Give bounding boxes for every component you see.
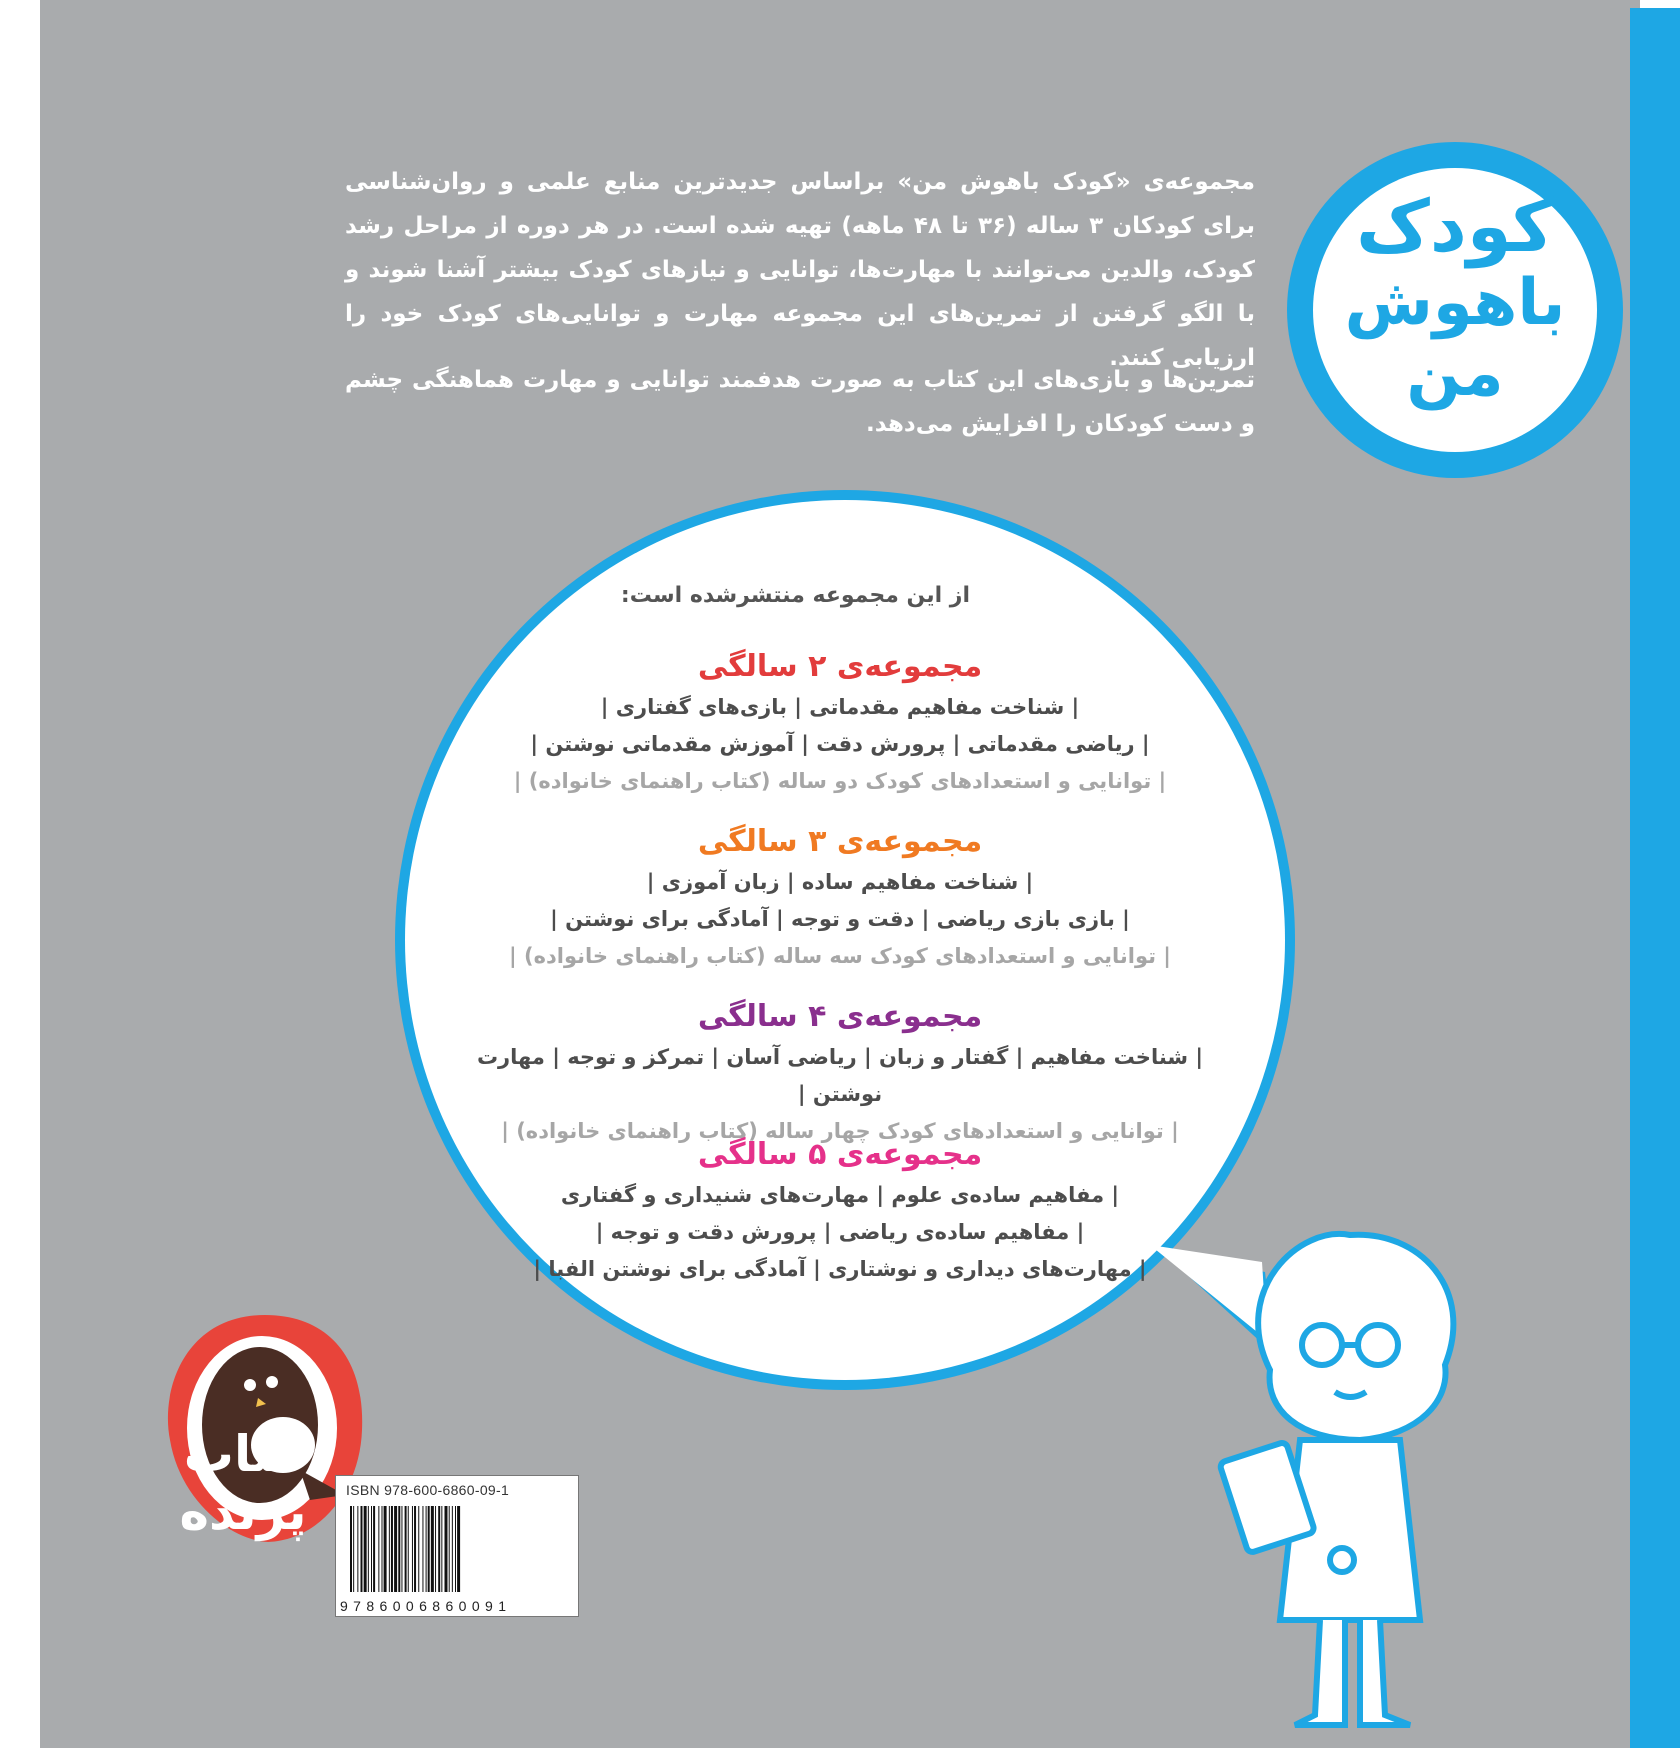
- series-5-years: [470, 1133, 1210, 1288]
- barcode-bar: [371, 1506, 372, 1592]
- barcode-bar: [382, 1506, 383, 1592]
- series-title: مجموعه‌ی ۳ سالگی: [697, 824, 983, 859]
- barcode-bar: [426, 1506, 427, 1592]
- barcode-bar: [368, 1506, 369, 1592]
- barcode-bar: [418, 1506, 419, 1592]
- barcode-bar: [373, 1506, 375, 1592]
- series-line: | مفاهیم ساده‌ی علوم | مهارت‌های شنیداری و گفتاری: [560, 1183, 1120, 1207]
- series-line: | توانایی و استعدادهای کودک چهار ساله (کتاب راهنمای خانواده) |: [501, 1119, 1179, 1143]
- series-line: | توانایی و استعدادهای کودک دو ساله (کتاب راهنمای خانواده) |: [513, 769, 1167, 793]
- intro-paragraph-1: مجموعه‌ی «کودک باهوش من» براساس جدیدترین منابع علمی و روان‌شناسی برای کودکان ۳ ساله (۳۶ تا ۴۸ ماهه) تهیه شده است. در هر دوره از مراحل رشد کودک، والدین می‌توانند با مهارت‌ها، توانایی و نیازهای کودک بیشتر آشنا شوند و با الگو گرفتن از تمرین‌های این مجموعه مهارت و توانایی‌های کودک خود را ارزیابی کنند.: [345, 169, 1256, 371]
- logo-line-3: من: [1406, 337, 1504, 411]
- barcode-bar: [408, 1506, 409, 1592]
- series-line: | شناخت مفاهیم | گفتار و زبان | ریاضی آسان | تمرکز و توجه | مهارت نوشتن |: [476, 1045, 1204, 1106]
- barcode-bars: [350, 1506, 564, 1592]
- barcode-bar: [350, 1506, 352, 1592]
- barcode-bar: [401, 1506, 402, 1592]
- barcode-bar: [391, 1506, 393, 1592]
- series-title: مجموعه‌ی ۵ سالگی: [697, 1137, 983, 1172]
- barcode-bar: [441, 1506, 442, 1592]
- isbn-digits: 9786006860091: [340, 1598, 512, 1614]
- barcode-bar: [353, 1506, 354, 1592]
- barcode-bar: [445, 1506, 448, 1592]
- barcode-bar: [452, 1506, 453, 1592]
- isbn-barcode: [335, 1475, 579, 1617]
- series-title: مجموعه‌ی ۲ سالگی: [697, 649, 983, 684]
- barcode-bar: [389, 1506, 390, 1592]
- barcode-bar: [361, 1506, 363, 1592]
- barcode-bar: [357, 1506, 358, 1592]
- publisher-line-1: کتاب: [183, 1425, 303, 1483]
- series-line: | مهارت‌های دیداری و نوشتاری | آمادگی برای نوشتن الفبا |: [533, 1257, 1147, 1281]
- series-line: | مفاهیم ساده‌ی ریاضی | پرورش دقت و توجه |: [595, 1220, 1085, 1244]
- publisher-line-2: پرنده: [179, 1483, 307, 1541]
- series-line: | شناخت مفاهیم ساده | زبان آموزی |: [646, 870, 1034, 894]
- barcode-bar: [364, 1506, 367, 1592]
- series-3-years: [470, 820, 1210, 975]
- published-label: از این مجموعه منتشرشده است:: [620, 583, 970, 608]
- barcode-bar: [405, 1506, 407, 1592]
- barcode-bar: [455, 1506, 456, 1592]
- barcode-bar: [422, 1506, 423, 1592]
- intro-paragraph-2: تمرین‌ها و بازی‌های این کتاب به صورت هدفمند توانایی و مهارت هماهنگی چشم و دست کودکان را افزایش می‌دهد.: [345, 367, 1255, 437]
- series-line: | توانایی و استعدادهای کودک سه ساله (کتاب راهنمای خانواده) |: [509, 944, 1171, 968]
- barcode-bar: [412, 1506, 413, 1592]
- logo-line-2: باهوش: [1344, 266, 1566, 340]
- barcode-bar: [394, 1506, 397, 1592]
- logo-line-1: کودک: [1356, 184, 1554, 268]
- series-title: مجموعه‌ی ۴ سالگی: [697, 999, 983, 1034]
- barcode-bar: [457, 1506, 460, 1592]
- barcode-bar: [431, 1506, 434, 1592]
- series-logo-text: [1320, 185, 1590, 409]
- series-line: | بازی بازی ریاضی | دقت و توجه | آمادگی برای نوشتن |: [550, 907, 1130, 931]
- barcode-bar: [428, 1506, 430, 1592]
- barcode-bar: [378, 1506, 379, 1592]
- series-line: | شناخت مفاهیم مقدماتی | بازی‌های گفتاری |: [600, 695, 1080, 719]
- publisher-wordmark: [168, 1425, 318, 1541]
- barcode-bar: [414, 1506, 416, 1592]
- barcode-bar: [449, 1506, 450, 1592]
- series-line: | ریاضی مقدماتی | پرورش دقت | آموزش مقدماتی نوشتن |: [530, 732, 1150, 756]
- barcode-bar: [438, 1506, 440, 1592]
- series-4-years: [470, 995, 1210, 1150]
- isbn-label: ISBN 978-600-6860-09-1: [346, 1482, 510, 1498]
- barcode-bar: [398, 1506, 400, 1592]
- series-2-years: [470, 645, 1210, 800]
- barcode-bar: [384, 1506, 387, 1592]
- barcode-bar: [435, 1506, 436, 1592]
